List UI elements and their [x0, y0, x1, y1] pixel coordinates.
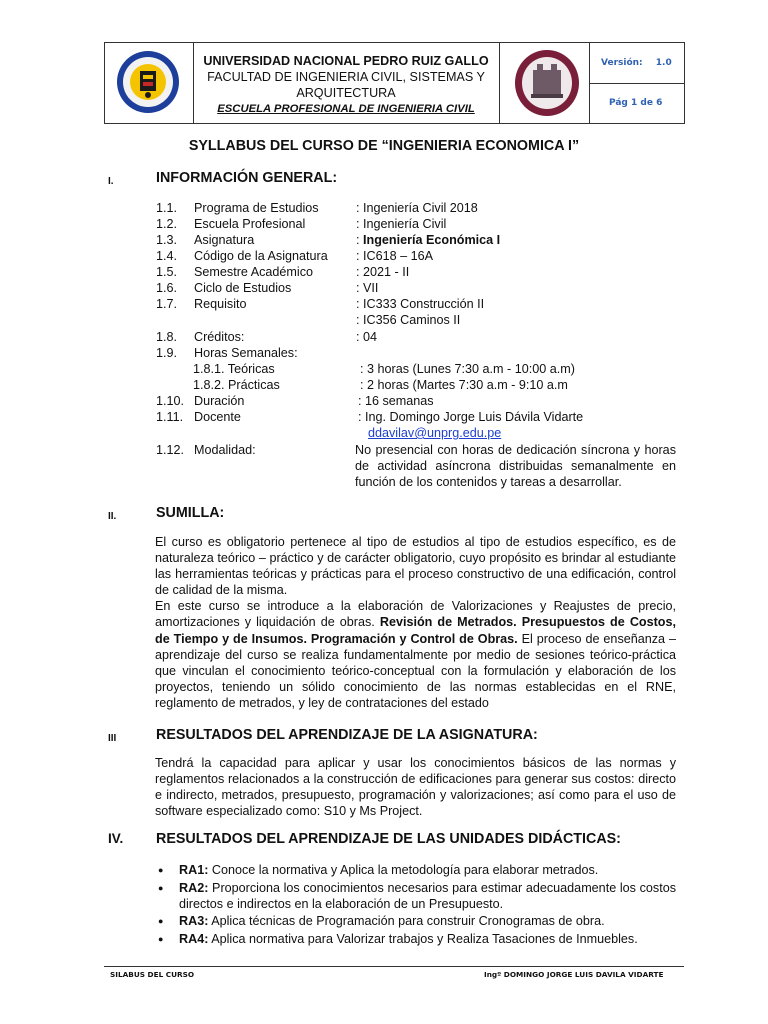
- info-value: : Ingeniería Civil 2018: [356, 201, 478, 215]
- info-label: Créditos:: [194, 330, 245, 344]
- info-label: Programa de Estudios: [194, 201, 319, 215]
- list-item: RA3: Aplica técnicas de Programación para construir Cronogramas de obra.: [179, 914, 605, 928]
- list-item: RA1: Conoce la normativa y Aplica la metodología para elaborar metrados.: [179, 863, 599, 877]
- modality-value: No presencial con horas de dedicación síncrona y horas de actividad asíncrona distribuidas semanalmente en función de los contenidos y tareas a desarrollar.: [355, 443, 676, 490]
- info-number: 1.4.: [156, 249, 178, 263]
- school-name: ESCUELA PROFESIONAL DE INGENIERIA CIVIL: [217, 103, 475, 115]
- email-link[interactable]: ddavilav@unprg.edu.pe: [368, 426, 502, 440]
- info-label: Docente: [194, 410, 241, 424]
- info-value: : 04: [356, 330, 378, 344]
- info-value: : IC356 Caminos II: [356, 313, 461, 327]
- info-number: 1.7.: [156, 297, 178, 311]
- section-3-number: III: [108, 733, 117, 744]
- university-logo: [115, 49, 181, 115]
- faculty-line-2: ARQUITECTURA: [296, 86, 396, 100]
- sumilla-paragraph-2: En este curso se introduce a la elaboración de Valorizaciones y Reajustes de precio, amortizaciones y liquidación de obras. Revisión de Metrados. Presupuestos de Costos, de Tiempo y de Insumos. Programación y Control de Obras. El proceso de enseñanza – aprendizaje del curso se realiza fundamentalmente por medio de sesiones teórico-práctica que vinculan el conocimiento teórico-conceptual con la formulación y elaboración de los proyectos, teniendo un sólido conocimiento de las normas establecidas en el RNE, reglamento de metrados, y ley de contrataciones del estado: [155, 599, 676, 710]
- info-value: : Ingeniería Económica I: [356, 233, 501, 247]
- info-label: Duración: [194, 394, 245, 408]
- section-2-number: II.: [108, 511, 117, 522]
- info-value: : IC618 – 16A: [356, 249, 434, 263]
- section-3-title: RESULTADOS DEL APRENDIZAJE DE LA ASIGNATURA:: [156, 727, 538, 743]
- info-number: 1.8.: [156, 330, 178, 344]
- page-number: Pág 1 de 6: [609, 98, 663, 108]
- header-table: [104, 42, 685, 124]
- info-number: 1.6.: [156, 281, 178, 295]
- footer-left: SILABUS DEL CURSO: [110, 970, 195, 979]
- sumilla-paragraph-1: El curso es obligatorio pertenece al tipo de estudios al tipo de estudios específico, es de naturaleza teórico – práctico y de carácter obligatorio, cuyo propósito es brindar al estudiante las herramientas teóricas y prácticas para el proceso constructivo de una edificación, control de calidad de la misma.: [155, 535, 676, 598]
- sumilla-text: [155, 534, 676, 711]
- faculty-line-1: FACULTAD DE INGENIERIA CIVIL, SISTEMAS Y: [207, 70, 485, 84]
- footer-right: Ingº DOMINGO JORGE LUIS DAVILA VIDARTE: [484, 970, 664, 979]
- section-1-number: I.: [108, 176, 114, 187]
- info-value: : 2021 - II: [356, 265, 410, 279]
- info-label: 1.8.2. Prácticas: [193, 378, 280, 392]
- info-value: : 2 horas (Martes 7:30 a.m - 9:10 a.m: [360, 378, 568, 392]
- info-label: Horas Semanales:: [194, 346, 298, 360]
- info-number: 1.3.: [156, 233, 178, 247]
- info-number: 1.10.: [156, 394, 185, 408]
- footer-divider: [104, 966, 684, 967]
- info-value: : Ing. Domingo Jorge Luis Dávila Vidarte: [358, 410, 584, 424]
- info-label: Modalidad:: [194, 443, 256, 457]
- info-number: 1.5.: [156, 265, 178, 279]
- bullet-icon: ●: [158, 916, 164, 926]
- info-value: : 16 semanas: [358, 394, 434, 408]
- section-4-title: RESULTADOS DEL APRENDIZAJE DE LAS UNIDADES DIDÁCTICAS:: [156, 831, 621, 847]
- info-number: 1.12.: [156, 443, 185, 457]
- version-value: 1.0: [655, 58, 672, 68]
- version-label: Versión:: [601, 58, 643, 68]
- faculty-seal: [513, 48, 581, 118]
- university-heading: [195, 53, 497, 117]
- info-value: : VII: [356, 281, 379, 295]
- document-title: SYLLABUS DEL CURSO DE “INGENIERIA ECONOMICA I”: [188, 138, 580, 154]
- bullet-icon: ●: [158, 865, 164, 875]
- info-value: : IC333 Construcción II: [356, 297, 485, 311]
- info-label: Código de la Asignatura: [194, 249, 328, 263]
- results-text: Tendrá la capacidad para aplicar y usar los conocimientos básicos de las normas y reglamentos relacionados a la construcción de edificaciones para generar sus costos: directo e indirecto, metrados, presupuesto, programación y valorizaciones; así como para el uso de software especializado como: S10 y Ms Project.: [155, 756, 676, 819]
- list-item: RA2: Proporciona los conocimientos necesarios para estimar adecuadamente los costos directos e indirectos en la elaboración de un Presupuesto.: [179, 881, 676, 912]
- version-cell: [601, 58, 672, 68]
- info-label: Escuela Profesional: [194, 217, 306, 231]
- section-1-title: INFORMACIÓN GENERAL:: [156, 170, 338, 186]
- info-row: 1.1.: [156, 201, 178, 215]
- info-label: Requisito: [194, 297, 247, 311]
- university-name: UNIVERSIDAD NACIONAL PEDRO RUIZ GALLO: [203, 54, 489, 68]
- bullet-icon: ●: [158, 883, 164, 893]
- info-label: Ciclo de Estudios: [194, 281, 292, 295]
- info-number: 1.11.: [156, 410, 184, 424]
- bullet-icon: ●: [158, 934, 164, 944]
- info-label: Asignatura: [194, 233, 255, 247]
- section-4-number: IV.: [108, 831, 124, 846]
- info-value: : 3 horas (Lunes 7:30 a.m - 10:00 a.m): [360, 362, 575, 376]
- info-label: Semestre Académico: [194, 265, 313, 279]
- info-label: 1.8.1. Teóricas: [193, 362, 275, 376]
- info-value: : Ingeniería Civil: [356, 217, 447, 231]
- info-number: 1.2.: [156, 217, 178, 231]
- section-2-title: SUMILLA:: [156, 505, 225, 521]
- info-number: 1.9.: [156, 346, 178, 360]
- list-item: RA4: Aplica normativa para Valorizar trabajos y Realiza Tasaciones de Inmuebles.: [179, 932, 638, 946]
